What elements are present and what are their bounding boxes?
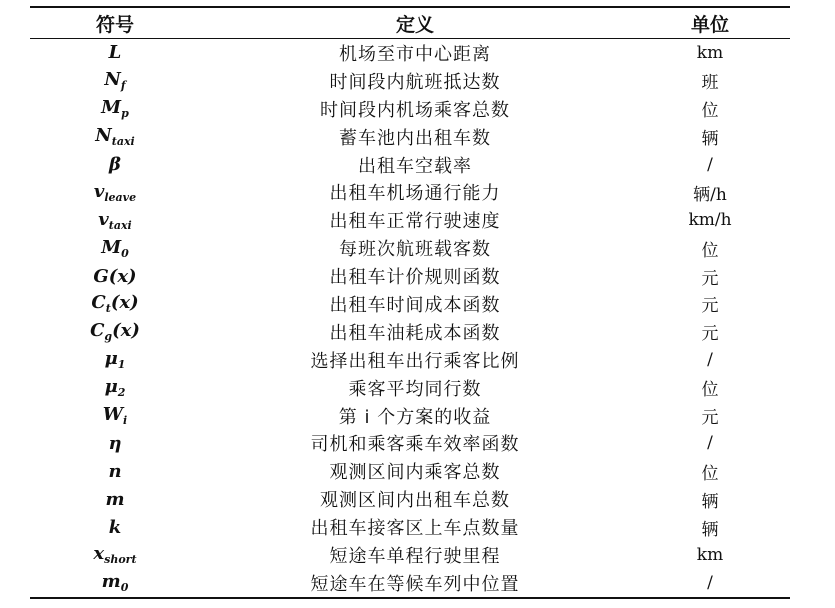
definition-cell: 出租车机场通行能力 (329, 183, 501, 205)
definition-cell: 短途车在等候车列中位置 (310, 573, 520, 595)
symbol-cell (30, 95, 200, 123)
table-row (30, 206, 790, 234)
symbol-cell (30, 513, 200, 541)
symbol-base: C (90, 320, 105, 342)
symbol-subscript: i (123, 414, 128, 428)
table-row (30, 151, 790, 179)
table-row (30, 429, 790, 457)
unit-cell: 位 (701, 240, 719, 261)
header-unit: 单位 (690, 13, 729, 36)
symbol-cell (30, 262, 200, 290)
definition-cell: 短途车单程行驶里程 (329, 545, 501, 567)
table-body (30, 39, 790, 598)
table-row (30, 95, 790, 123)
symbol-base: μ (104, 376, 118, 398)
symbol-subscript: short (104, 553, 137, 567)
unit-cell: / (707, 572, 713, 593)
symbol-base: L (108, 42, 122, 64)
symbol-subscript: 1 (117, 358, 126, 372)
definition-cell: 乘客平均同行数 (348, 378, 482, 400)
symbol-subscript: f (120, 79, 126, 93)
symbol-base: n (108, 460, 122, 482)
symbol-subscript: p (121, 107, 129, 121)
unit-cell: 辆 (701, 129, 719, 150)
symbol-base: v (98, 208, 109, 230)
symbol-argument: (x) (108, 265, 137, 287)
definition-cell: 出租车时间成本函数 (329, 294, 501, 316)
symbol-cell (30, 569, 200, 598)
symbol-subscript: leave (104, 190, 137, 204)
unit-cell: 班 (701, 73, 719, 94)
symbol-base: η (108, 432, 122, 454)
table-row (30, 485, 790, 513)
definition-cell: 出租车空载率 (358, 155, 472, 177)
unit-cell: 位 (701, 101, 719, 122)
table-row (30, 569, 790, 598)
symbol-base: G (93, 265, 109, 287)
symbol-subscript: 2 (117, 386, 126, 400)
symbol-cell (30, 290, 200, 318)
symbol-cell (30, 151, 200, 179)
unit-cell: 辆 (701, 519, 719, 540)
symbol-base: m (105, 488, 125, 510)
table-row (30, 346, 790, 374)
symbol-base: C (91, 292, 106, 314)
symbol-cell (30, 67, 200, 95)
symbol-base: M (101, 97, 122, 119)
symbol-base: v (93, 180, 105, 202)
table-row (30, 67, 790, 95)
symbol-cell (30, 485, 200, 513)
unit-cell: 元 (701, 268, 719, 289)
unit-cell: km (696, 42, 724, 63)
symbol-base: N (104, 69, 121, 91)
symbol-cell (30, 374, 200, 402)
table-row (30, 123, 790, 151)
symbol-base: x (93, 543, 105, 565)
definition-cell: 出租车接客区上车点数量 (310, 518, 520, 540)
table-row (30, 39, 790, 67)
definition-cell: 出租车计价规则函数 (329, 267, 501, 289)
definition-cell: 机场至市中心距离 (339, 43, 491, 65)
unit-cell: 辆/h (693, 184, 727, 205)
table-row (30, 178, 790, 206)
header-definition: 定义 (395, 13, 434, 36)
unit-cell: 元 (701, 324, 719, 345)
unit-cell: / (707, 433, 713, 454)
symbol-subscript: g (104, 330, 113, 344)
definition-cell: 蓄车池内出租车数 (339, 127, 491, 149)
symbol-cell (30, 234, 200, 262)
definition-cell: 时间段内机场乘客总数 (320, 99, 510, 121)
symbol-cell (30, 206, 200, 234)
unit-cell: km/h (688, 210, 732, 231)
symbol-argument: (x) (110, 292, 139, 314)
symbol-subscript: taxi (108, 218, 132, 232)
definition-cell: 观测区间内乘客总数 (329, 462, 501, 484)
unit-cell: / (707, 349, 713, 370)
symbol-subscript: 0 (120, 581, 129, 595)
definition-cell: 每班次航班载客数 (339, 239, 491, 261)
definition-cell: 第 i 个方案的收益 (338, 406, 492, 428)
unit-cell: / (707, 154, 713, 175)
definition-cell: 观测区间内出租车总数 (320, 490, 510, 512)
definition-cell: 出租车正常行驶速度 (329, 211, 501, 233)
symbol-base: m (101, 571, 121, 593)
symbol-cell (30, 39, 200, 67)
unit-cell: 辆 (701, 491, 719, 512)
symbol-table-container (30, 6, 790, 599)
definition-cell: 司机和乘客乘车效率函数 (310, 434, 520, 456)
symbol-base: k (108, 516, 122, 538)
symbol-base: μ (104, 348, 118, 370)
symbol-cell (30, 541, 200, 569)
unit-cell: 元 (701, 408, 719, 429)
symbol-cell (30, 346, 200, 374)
definition-cell: 时间段内航班抵达数 (329, 71, 501, 93)
symbol-cell (30, 123, 200, 151)
unit-cell: 位 (701, 463, 719, 484)
symbol-cell (30, 318, 200, 346)
symbol-base: N (95, 125, 112, 147)
symbol-cell (30, 178, 200, 206)
header-symbol: 符号 (95, 13, 134, 36)
table-row (30, 513, 790, 541)
symbol-subscript: taxi (111, 135, 135, 149)
symbol-cell (30, 429, 200, 457)
table-row (30, 402, 790, 430)
table-row (30, 318, 790, 346)
table-row (30, 290, 790, 318)
table-row (30, 541, 790, 569)
symbol-table (30, 6, 790, 599)
symbol-cell (30, 457, 200, 485)
symbol-subscript: 0 (121, 246, 129, 260)
definition-cell: 选择出租车出行乘客比例 (310, 350, 520, 372)
symbol-base: β (109, 154, 121, 175)
definition-cell: 出租车油耗成本函数 (329, 322, 501, 344)
table-row (30, 262, 790, 290)
table-header-row (30, 7, 790, 39)
unit-cell: km (696, 544, 724, 565)
unit-cell: 位 (701, 380, 719, 401)
table-row (30, 234, 790, 262)
unit-cell: 元 (701, 296, 719, 317)
symbol-base: W (102, 404, 124, 426)
table-row (30, 457, 790, 485)
symbol-subscript: t (105, 302, 111, 316)
symbol-cell (30, 402, 200, 430)
symbol-base: M (101, 236, 122, 258)
symbol-argument: (x) (112, 320, 140, 342)
table-row (30, 374, 790, 402)
